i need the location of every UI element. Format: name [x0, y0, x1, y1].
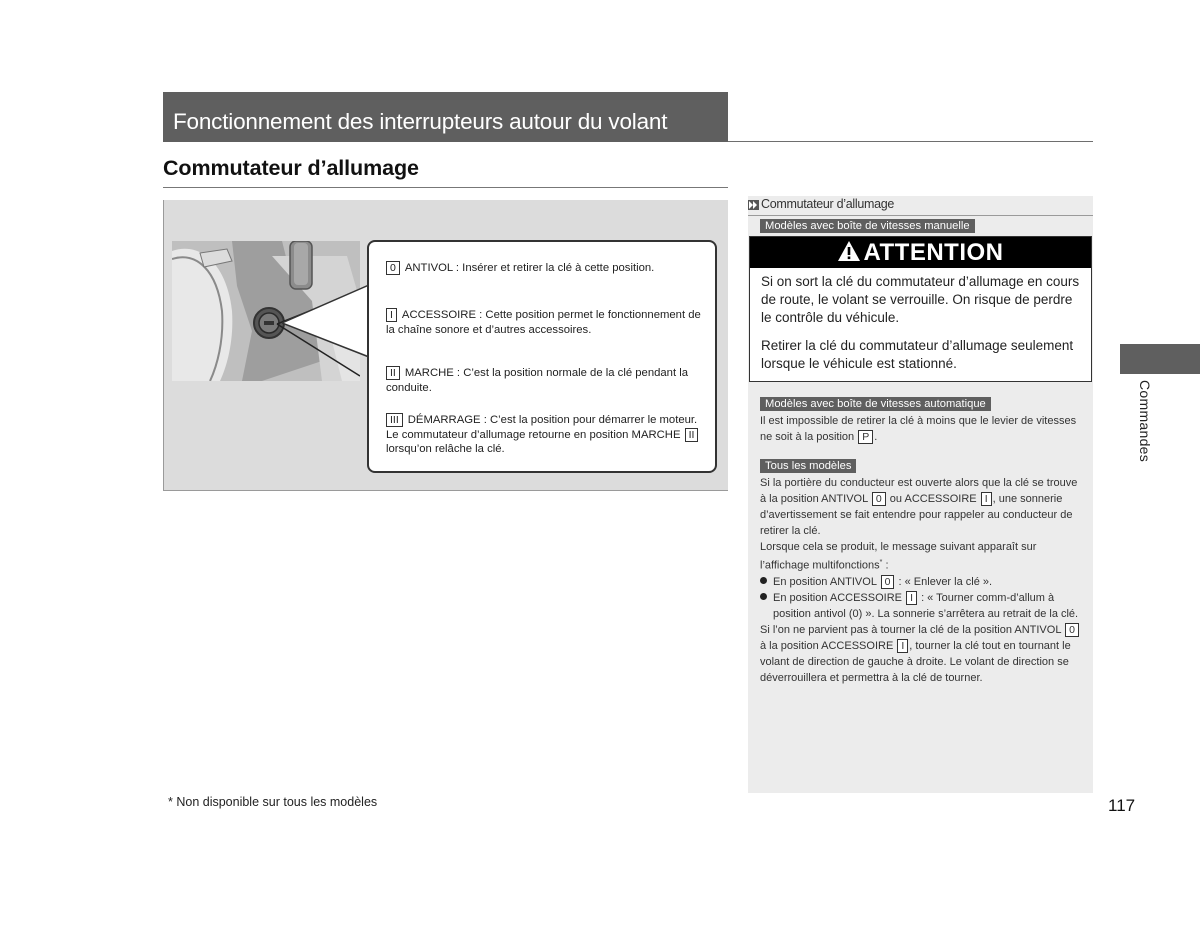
key-positions-callout	[367, 240, 717, 473]
key-label-i: I	[906, 591, 917, 605]
note-paragraph: Si l’on ne parvient pas à tourner la clé de la position ANTIVOL 0 à la position ACCESSOIRE I , tourner la clé tout en tournant le volant de direction de gauche à droite. Le volant de direction se déverrouillera et permettra à la clé de tourner.	[760, 622, 1085, 686]
note-paragraph: Lorsque cela se produit, le message suivant apparaît sur l’affichage multifonctions* :	[760, 541, 1037, 572]
key-label-ii: II	[386, 366, 400, 380]
attention-paragraph: Retirer la clé du commutateur d’allumage seulement lorsque le véhicule est stationné.	[761, 338, 1074, 371]
section-title: Fonctionnement des interrupteurs autour du volant	[173, 109, 668, 134]
key-position-0	[386, 261, 711, 276]
note-paragraph: Si la portière du conducteur est ouverte alors que la clé se trouve à la position ANTIVOL 0 ou ACCESSOIRE I , une sonnerie d’avertissement se fait entendre pour rappeler au conducteur de retirer la clé.	[760, 477, 1078, 537]
automatic-note: Il est impossible de retirer la clé à moins que le levier de vitesses ne soit à la position P .	[760, 415, 1077, 443]
key-label-i: I	[981, 492, 992, 506]
key-position-ii	[386, 366, 711, 395]
note-bullet: En position ANTIVOL 0 : « Enlever la clé ».	[760, 574, 1085, 590]
chapter-tab-label: Commandes	[1137, 380, 1153, 463]
key-label-i: I	[897, 639, 908, 653]
attention-paragraph: Si on sort la clé du commutateur d’allumage en cours de route, le volant se verrouille. On risque de perdre le contrôle du véhicule.	[761, 274, 1080, 325]
chapter-tab	[1120, 344, 1200, 374]
footnote: * Non disponible sur tous les modèles	[168, 795, 378, 809]
section-banner	[163, 92, 728, 142]
callout-pointer	[282, 285, 372, 395]
key-position-iii	[386, 413, 711, 457]
note-bullet: En position ACCESSOIRE I : « Tourner comm-d’allum à position antivol (0) ». La sonnerie s’arrêtera au retrait de la clé.	[760, 590, 1085, 622]
tag-automatic-models: Modèles avec boîte de vitesses automatique	[760, 397, 991, 411]
bullet-icon	[760, 577, 767, 584]
key-position-text: DÉMARRAGE : C’est la position pour démarrer le moteur. Le commutateur d’allumage retourne en position MARCHE	[386, 414, 698, 441]
all-models-note	[760, 475, 1085, 686]
key-label-0: 0	[881, 575, 895, 589]
bullet-icon	[760, 593, 767, 600]
key-label-0: 0	[1065, 623, 1079, 637]
key-label-0: 0	[872, 492, 886, 506]
page-subtitle: Commutateur d’allumage	[163, 156, 419, 180]
warning-triangle-icon	[837, 240, 861, 262]
key-position-i	[386, 308, 711, 337]
attention-label: ATTENTION	[863, 239, 1004, 266]
banner-rule	[728, 141, 1093, 142]
key-label-p: P	[858, 430, 873, 444]
subtitle-rule	[163, 187, 728, 188]
key-position-text: MARCHE : C’est la position normale de la clé pendant la conduite.	[386, 367, 689, 394]
ignition-illustration	[163, 200, 728, 491]
key-position-text: ACCESSOIRE : Cette position permet le fonctionnement de la chaîne sonore et d’autres accessoires.	[386, 309, 701, 336]
key-position-text-end: lorsqu’on relâche la clé.	[386, 443, 505, 455]
key-position-text: ANTIVOL : Insérer et retirer la clé à cette position.	[404, 262, 655, 274]
key-label-0: 0	[386, 261, 400, 275]
notes-sidebar	[748, 196, 1093, 793]
tag-all-models: Tous les modèles	[760, 459, 856, 473]
double-arrow-icon	[748, 200, 759, 210]
key-label-i: I	[386, 308, 397, 322]
key-label-iii: III	[386, 413, 403, 427]
sidebar-heading: Commutateur d’allumage	[761, 197, 895, 211]
sidebar-heading-row	[748, 196, 1093, 216]
tag-manual-models: Modèles avec boîte de vitesses manuelle	[760, 219, 975, 233]
page-number: 117	[1108, 796, 1136, 815]
attention-header	[750, 237, 1091, 268]
attention-box	[749, 236, 1092, 382]
key-label-ii-inline: II	[685, 428, 699, 442]
